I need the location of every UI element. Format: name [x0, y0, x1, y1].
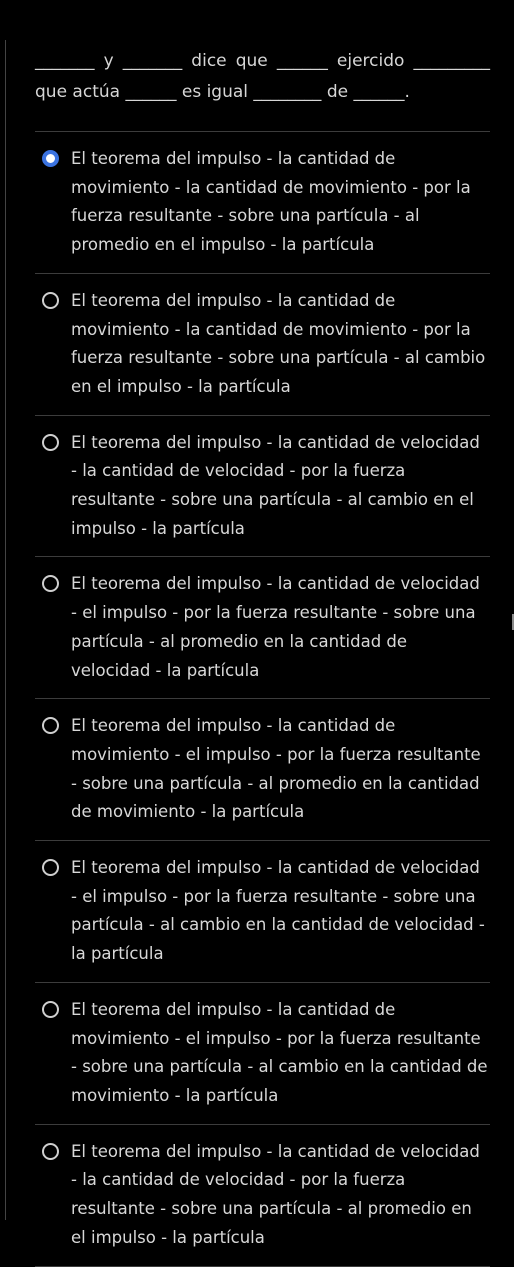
answer-option-5[interactable] — [35, 699, 490, 841]
radio-unselected-icon[interactable] — [42, 575, 59, 592]
answer-option-label: El teorema del impulso - la cantidad de movimiento - la cantidad de movimiento - por la fuerza resultante - sobre una partícula - al cambio en el impulso - la partícula — [71, 290, 486, 396]
radio-unselected-icon[interactable] — [42, 859, 59, 876]
answer-option-1[interactable] — [35, 132, 490, 274]
answer-option-3[interactable] — [35, 416, 490, 558]
question-text: _______ y _______ dice que ______ ejercido _________ que actúa ______ es igual ________ de ______. — [35, 46, 490, 132]
answer-option-label: El teorema del impulso - la cantidad de velocidad - la cantidad de velocidad - por la fuerza resultante - sobre una partícula - al cambio en el impulso - la partícula — [71, 432, 480, 538]
radio-unselected-icon[interactable] — [42, 1001, 59, 1018]
answer-option-6[interactable] — [35, 841, 490, 983]
answer-option-label: El teorema del impulso - la cantidad de movimiento - el impulso - por la fuerza resultante - sobre una partícula - al promedio en la cantidad de movimiento - la partícula — [71, 716, 481, 822]
question-panel — [35, 46, 490, 1247]
answer-option-label: El teorema del impulso - la cantidad de velocidad - el impulso - por la fuerza resultante - sobre una partícula - al promedio en la cantidad de velocidad - la partícula — [71, 574, 480, 680]
answer-option-4[interactable] — [35, 557, 490, 699]
left-border-line — [5, 40, 6, 1220]
answer-options-list — [35, 132, 490, 1267]
answer-option-8[interactable] — [35, 1125, 490, 1267]
radio-unselected-icon[interactable] — [42, 1143, 59, 1160]
radio-unselected-icon[interactable] — [42, 434, 59, 451]
answer-option-2[interactable] — [35, 274, 490, 416]
radio-selected-icon[interactable] — [42, 150, 59, 167]
radio-unselected-icon[interactable] — [42, 292, 59, 309]
answer-option-label: El teorema del impulso - la cantidad de velocidad - la cantidad de velocidad - por la fuerza resultante - sobre una partícula - al promedio en el impulso - la partícula — [71, 1141, 480, 1247]
answer-option-7[interactable] — [35, 983, 490, 1125]
answer-option-label: El teorema del impulso - la cantidad de movimiento - el impulso - por la fuerza resultante - sobre una partícula - al cambio en la cantidad de movimiento - la partícula — [71, 999, 488, 1105]
radio-unselected-icon[interactable] — [42, 717, 59, 734]
answer-option-label: El teorema del impulso - la cantidad de movimiento - la cantidad de movimiento - por la fuerza resultante - sobre una partícula - al promedio en el impulso - la partícula — [71, 149, 471, 255]
answer-option-label: El teorema del impulso - la cantidad de velocidad - el impulso - por la fuerza resultante - sobre una partícula - al cambio en la cantidad de velocidad - la partícula — [71, 858, 485, 964]
